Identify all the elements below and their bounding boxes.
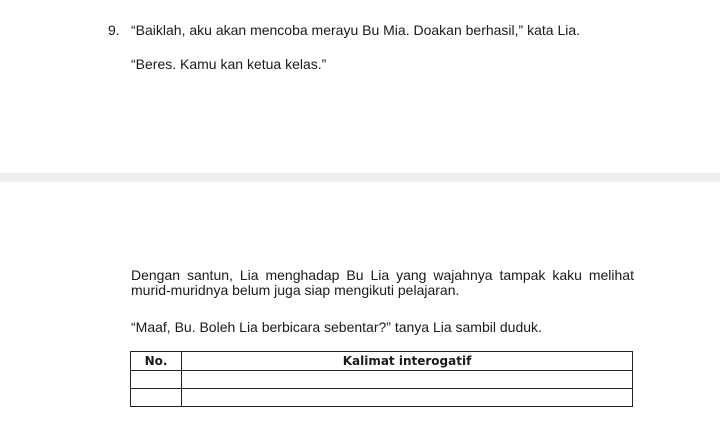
table-header-row (131, 352, 633, 371)
cell-sentence[interactable] (182, 389, 633, 407)
dialogue-line-3: “Maaf, Bu. Boleh Lia berbicara sebentar?” tanya Lia sambil duduk. (131, 319, 542, 335)
dialogue-line-2: “Beres. Kamu kan ketua kelas.” (131, 56, 327, 72)
header-no: No. (131, 352, 182, 371)
cell-no[interactable] (131, 389, 182, 407)
narrative-paragraph: Dengan santun, Lia menghadap Bu Lia yang wajahnya tampak kaku melihat murid-muridnya belum juga siap mengikuti pelajaran. (131, 267, 634, 298)
question-number: 9. (108, 22, 120, 38)
cell-sentence[interactable] (182, 371, 633, 389)
table-row (131, 371, 633, 389)
answer-table (130, 351, 633, 407)
cell-no[interactable] (131, 371, 182, 389)
header-interrogative-sentence: Kalimat interogatif (182, 352, 633, 371)
dialogue-line-1: “Baiklah, aku akan mencoba merayu Bu Mia. Doakan berhasil,” kata Lia. (131, 22, 581, 38)
page-separator (0, 173, 720, 182)
table-row (131, 389, 633, 407)
